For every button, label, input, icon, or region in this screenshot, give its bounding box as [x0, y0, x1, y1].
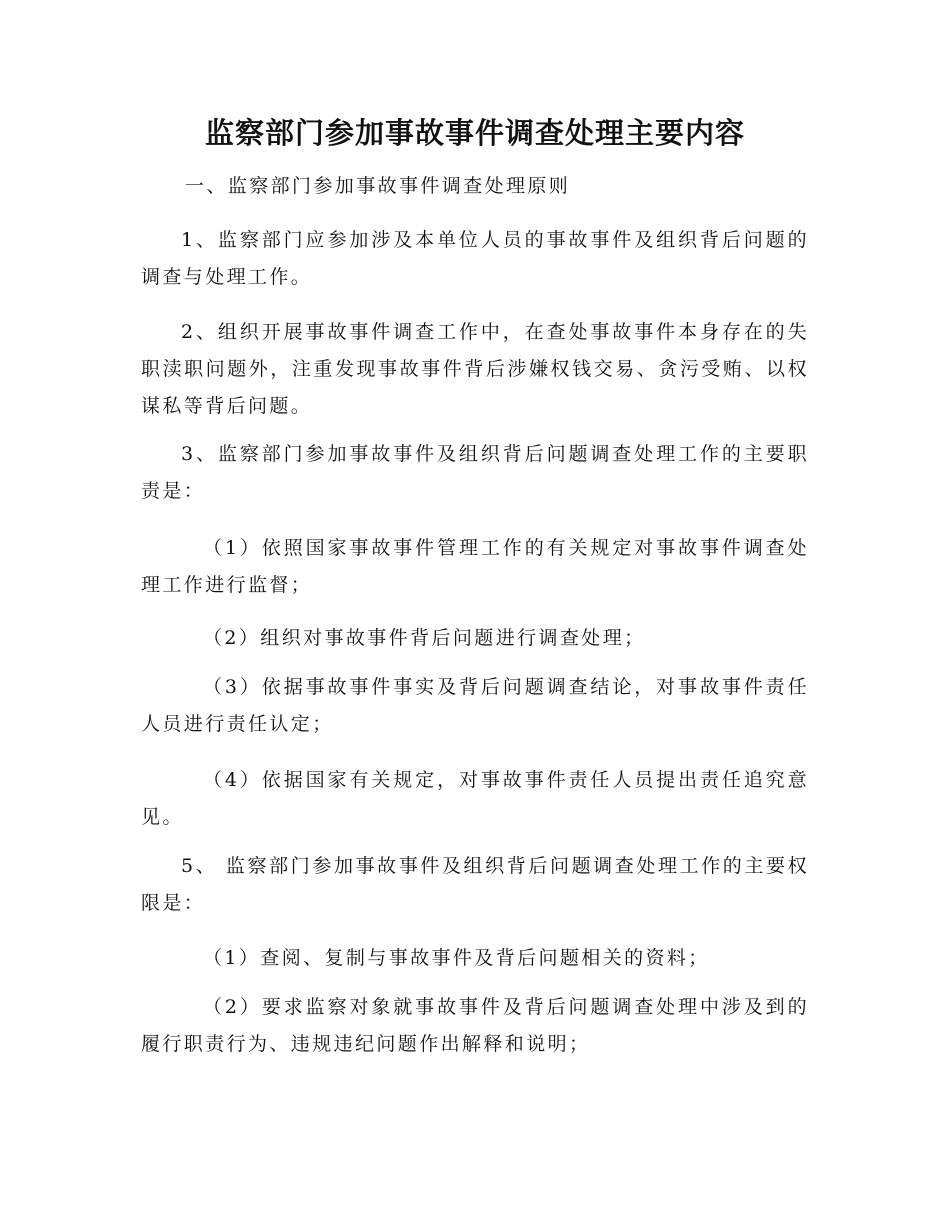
list-item-power-1: （1）查阅、复制与事故事件及背后问题相关的资料；	[203, 947, 710, 969]
paragraph-3: 3、监察部门参加事故事件及组织背后问题调查处理工作的主要职责是：	[141, 443, 809, 502]
document-title: 监察部门参加事故事件调查处理主要内容	[204, 116, 745, 150]
paragraph-5: 5、 监察部门参加事故事件及组织背后问题调查处理工作的主要权限是：	[141, 855, 809, 914]
list-item-duty-3: （3）依据事故事件事实及背后问题调查结论，对事故事件责任人员进行责任认定；	[141, 676, 809, 735]
section-heading: 一、监察部门参加事故事件调查处理原则	[185, 175, 571, 197]
list-item-power-2: （2）要求监察对象就事故事件及背后问题调查处理中涉及到的履行职责行为、违规违纪问题作出解释和说明；	[141, 996, 809, 1055]
list-item-duty-1: （1）依照国家事故事件管理工作的有关规定对事故事件调查处理工作进行监督；	[141, 537, 809, 596]
paragraph-1: 1、监察部门应参加涉及本单位人员的事故事件及组织背后问题的调查与处理工作。	[141, 229, 809, 288]
list-item-duty-2: （2）组织对事故事件背后问题进行调查处理；	[203, 627, 646, 649]
paragraph-2: 2、组织开展事故事件调查工作中，在查处事故事件本身存在的失职渎职问题外，注重发现事故事件背后涉嫌权钱交易、贪污受贿、以权谋私等背后问题。	[141, 321, 809, 417]
list-item-duty-4: （4）依据国家有关规定，对事故事件责任人员提出责任追究意见。	[141, 769, 809, 828]
